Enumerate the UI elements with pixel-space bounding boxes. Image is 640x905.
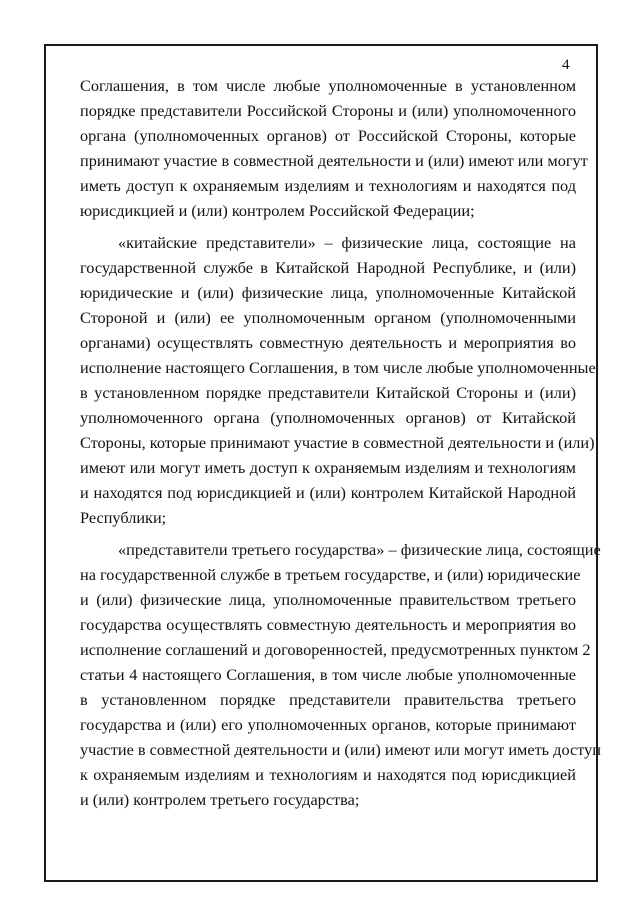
text-line: юрисдикцией и (или) контролем Российской Федерации; [80,201,475,220]
text-line: юридические и (или) физические лица, уполномоченные Китайской [80,283,576,302]
text-line: к охраняемым изделиям и технологиям и находятся под юрисдикцией [80,765,576,784]
text-line: принимают участие в совместной деятельности и (или) имеют или могут [80,151,588,170]
paragraph [80,537,601,812]
text-line: исполнение настоящего Соглашения, в том числе любые уполномоченные [80,358,596,377]
text-line: органами) осуществлять совместную деятельность и мероприятия во [80,333,576,352]
text-line: Республики; [80,508,167,527]
page-number: 4 [562,57,570,73]
text-line: и находятся под юрисдикцией и (или) контролем Китайской Народной [80,483,576,502]
text-line: иметь доступ к охраняемым изделиям и технологиям и находятся под [80,176,576,195]
text-line: статьи 4 настоящего Соглашения, в том числе любые уполномоченные [80,665,576,684]
text-line: уполномоченного органа (уполномоченных органов) от Китайской [80,408,576,427]
text-line: государства и (или) его уполномоченных органов, которые принимают [80,715,576,734]
text-line: «представители третьего государства» – физические лица, состоящие [118,540,601,559]
text-line: исполнение соглашений и договоренностей, предусмотренных пунктом 2 [80,640,591,659]
text-line: в установленном порядке представители правительства третьего [80,690,576,709]
text-line: и (или) физические лица, уполномоченные правительством третьего [80,590,576,609]
text-line: государства осуществлять совместную деятельность и мероприятия во [80,615,576,634]
text-line: государственной службе в Китайской Народной Республике, и (или) [80,258,576,277]
text-line: органа (уполномоченных органов) от Российской Стороны, которые [80,126,576,145]
text-line: на государственной службе в третьем государстве, и (или) юридические [80,565,581,584]
text-line: и (или) контролем третьего государства; [80,790,360,809]
paragraph [80,73,588,223]
paragraph [80,230,596,530]
paragraph-gap [80,223,576,230]
text-line: в установленном порядке представители Китайской Стороны и (или) [80,383,576,402]
text-line: «китайские представители» – физические лица, состоящие на [118,233,576,252]
text-line: Соглашения, в том числе любые уполномоченные в установленном [80,76,576,95]
text-line: участие в совместной деятельности и (или) имеют или могут иметь доступ [80,740,601,759]
text-line: Стороной и (или) ее уполномоченным органом (уполномоченными [80,308,576,327]
text-line: Стороны, которые принимают участие в совместной деятельности и (или) [80,433,595,452]
text-line: порядке представители Российской Стороны и (или) уполномоченного [80,101,576,120]
document-body [80,73,601,812]
paragraph-gap [80,530,576,537]
text-line: имеют или могут иметь доступ к охраняемым изделиям и технологиям [80,458,576,477]
